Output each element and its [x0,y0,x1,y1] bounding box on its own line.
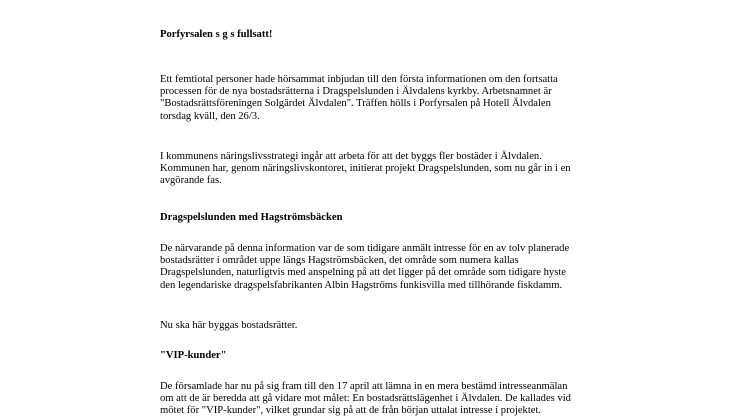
paragraph-line: processen för de nya bostadsrätterna i Dragspelslunden i Älvdalens kyrkby. Arbetsnamnet är [160,86,552,98]
paragraph-build [160,320,660,332]
paragraph-vip [160,381,660,418]
paragraph-line: Dragspelslunden, naturligtvis med anspelning på att det ligger på det område som tidigare hyste [160,267,566,279]
paragraph-line: Nu ska här byggas bostadsrätter. [160,320,298,331]
paragraph-line: avgörande fas. [160,175,222,187]
paragraph-intro [160,74,660,123]
paragraph-line: torsdag kväll, den 26/3. [160,110,260,122]
paragraph-line: Kommunen har, genom näringslivskontoret, initierat projekt Dragspelslunden, som nu går in i en [160,163,571,175]
paragraph-attendees [160,243,660,292]
paragraph-line: "Bostadsrättsföreningen Solgärdet Älvdalen". Träffen hölls i Porfyrsalen på Hotell Älvdalen [160,98,551,110]
paragraph-line: bostadsrätter i området uppe längs Hagströmsbäcken, det område som numera kallas [160,255,519,267]
paragraph-line: Ett femtiotal personer hade hörsammat inbjudan till den första informationen om den fortsatta [160,74,558,85]
subheading-vip: "VIP-kunder" [160,350,227,361]
paragraph-line: om att de är beredda att gå vidare mot målet: En bostadsrättslägenhet i Älvdalen. De kallades vid [160,393,571,405]
paragraph-line: mötet för "VIP-kunder", vilket grundar sig på att de från början uttalat intresse i projektet. [160,405,542,417]
paragraph-line: De församlade har nu på sig fram till den 17 april att lämna in en mera bestämd intresseanmälan [160,381,568,392]
paragraph-line: I kommunens näringslivsstrategi ingår att arbeta för att det byggs fler bostäder i Älvdalen. [160,151,542,162]
paragraph-line: De närvarande på denna information var de som tidigare anmält intresse för en av tolv planerade [160,243,570,254]
document-title: Porfyrsalen s g s fullsatt! [160,29,273,40]
paragraph-line: den legendariske dragspelsfabrikanten Albin Hagströms funkisvilla med tillhörande fiskdamm. [160,279,563,291]
paragraph-strategy [160,151,660,188]
subheading-dragspelslunden: Dragspelslunden med Hagströmsbäcken [160,212,343,223]
